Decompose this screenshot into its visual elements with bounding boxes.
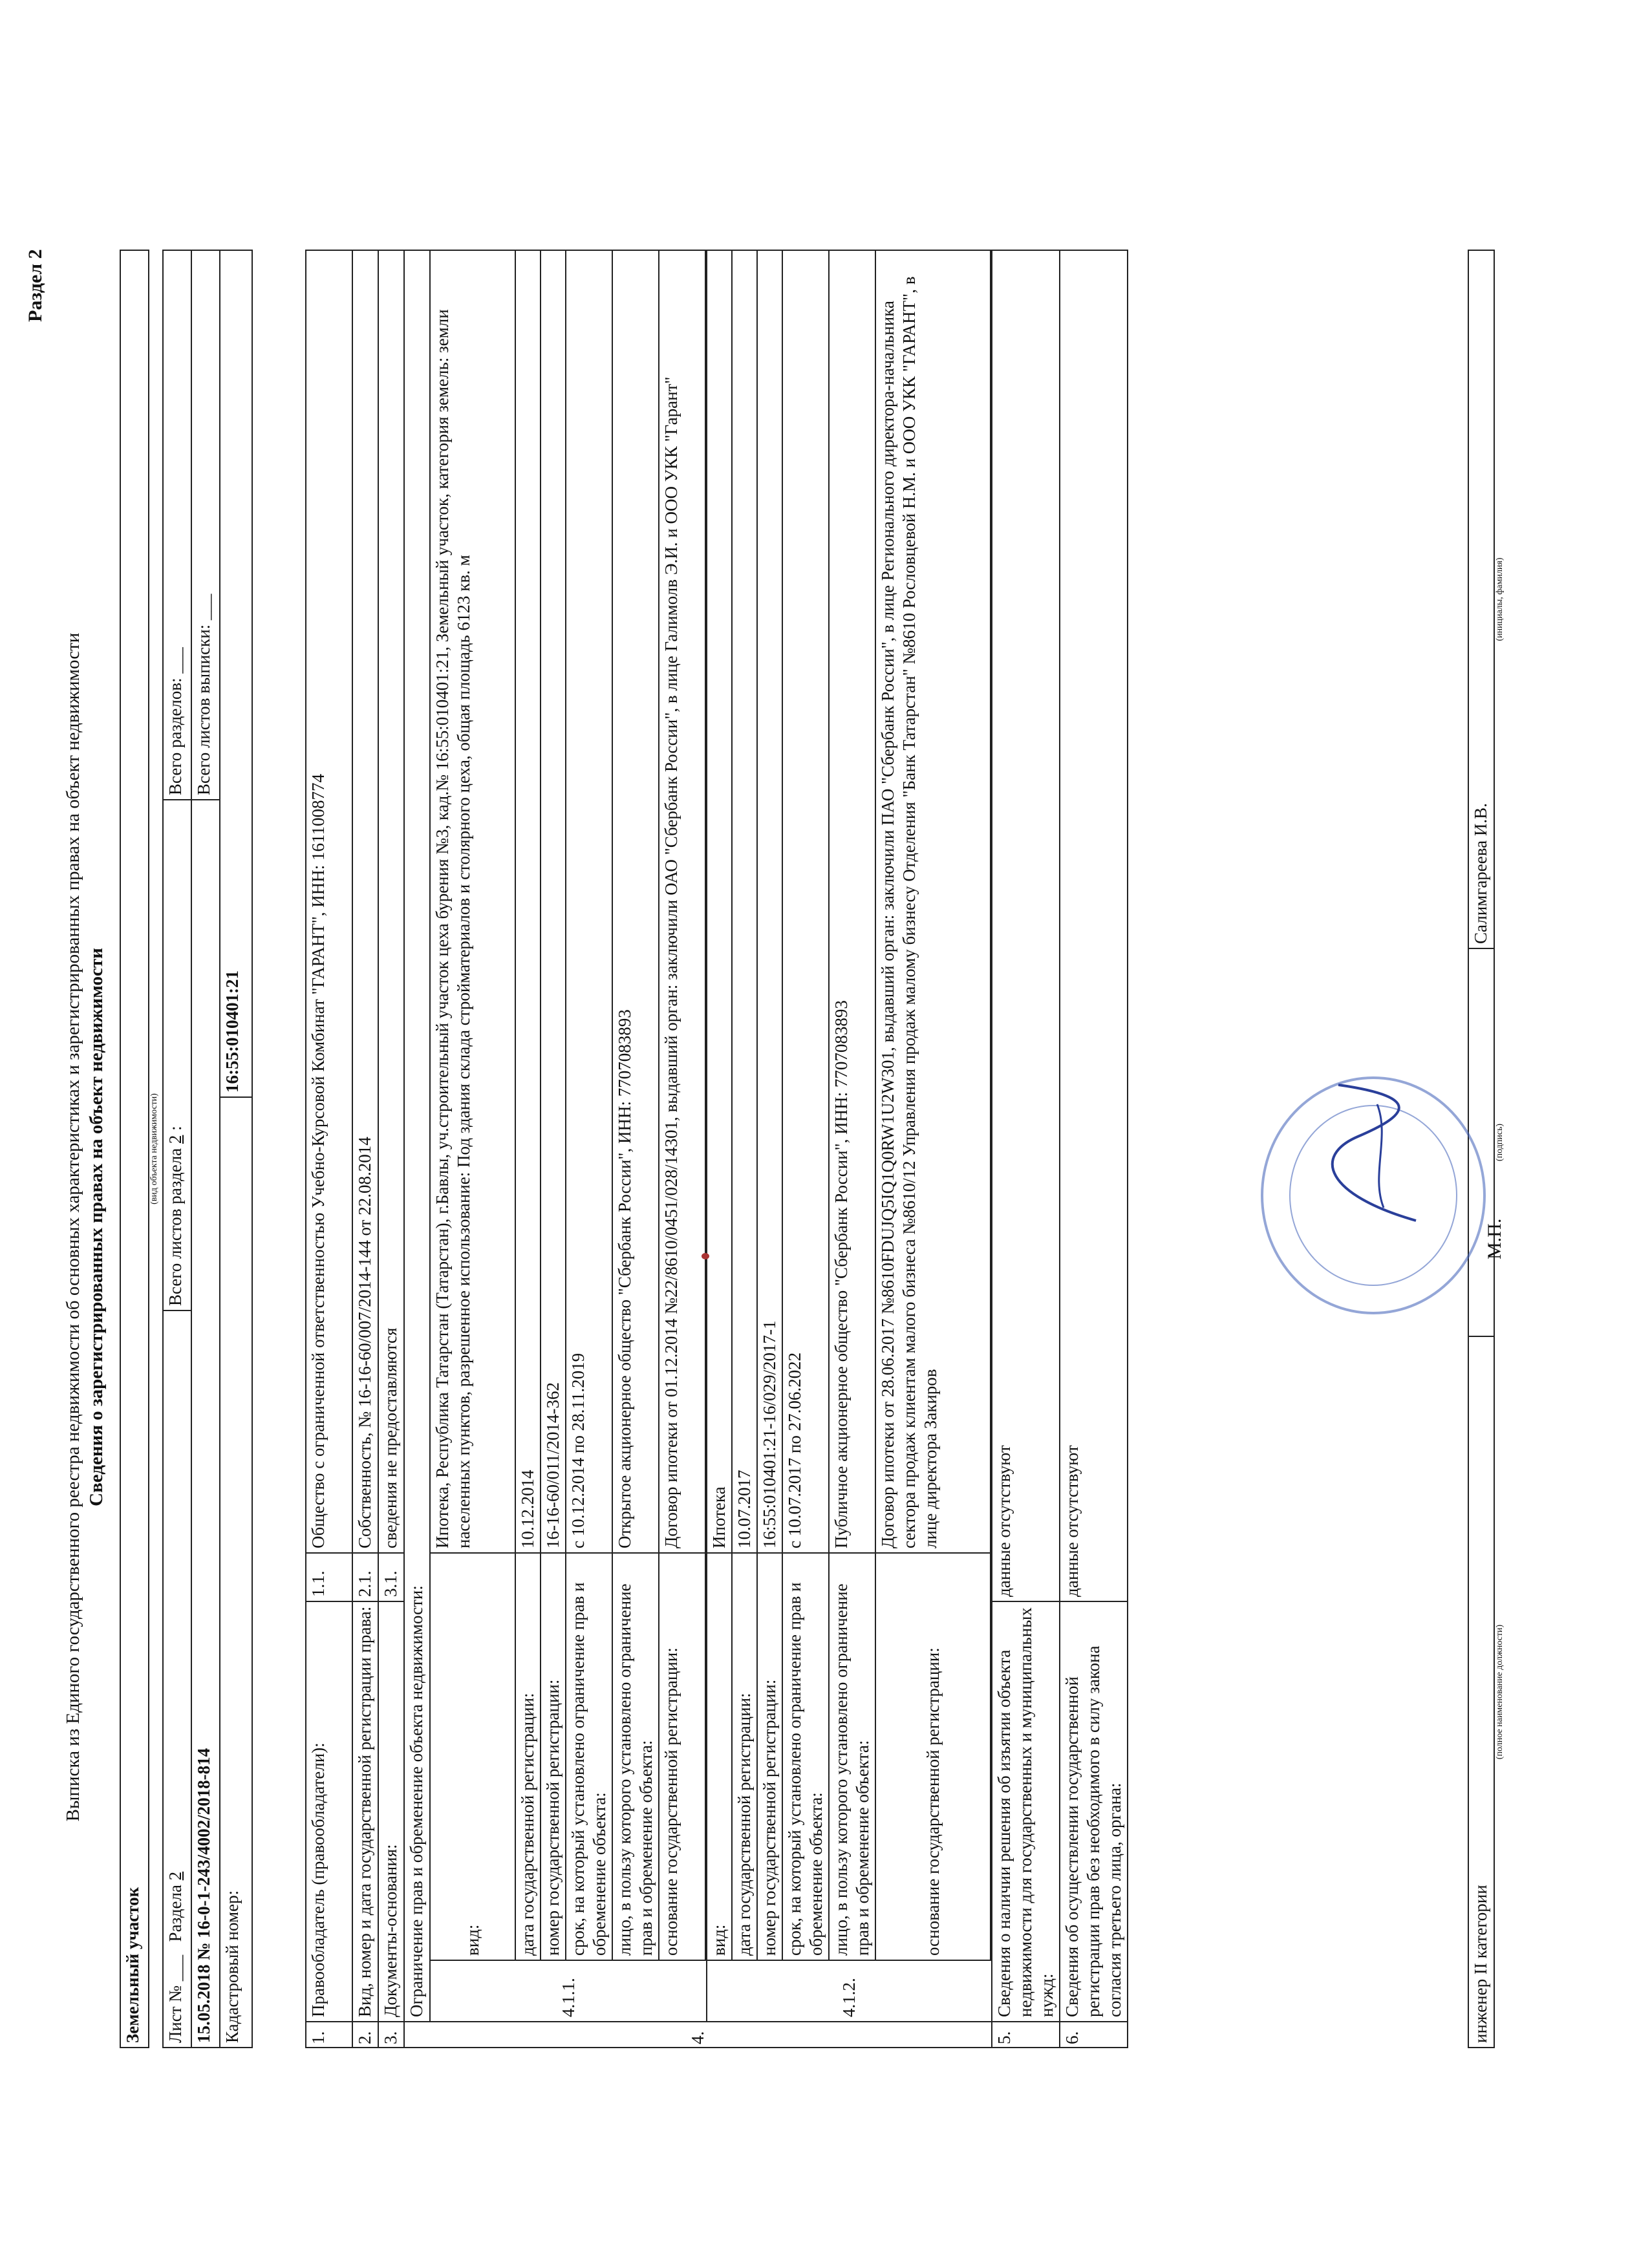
meta-table: [120, 250, 253, 2048]
e1-person-value: Открытое акционерное общество "Сбербанк России", ИНН: 7707083893: [612, 250, 659, 1553]
row1-sub: 1.1.: [306, 1553, 352, 1601]
object-type-caption: (вид объекта недвижимости): [149, 1093, 159, 1204]
row3-value: сведения не предоставляются: [378, 250, 404, 1553]
sheets-in-section-value: 2: [166, 1135, 185, 1144]
extract-date-number: 15.05.2018 № 16-0-1-243/4002/2018-814: [191, 800, 220, 2048]
sheets-in-section: Всего листов раздела 2 :: [163, 800, 191, 1311]
cadastral-number: 16:55:010401:21: [220, 250, 252, 1097]
sheet-info: [163, 1311, 191, 2048]
sections-total: [163, 250, 191, 800]
e1-date-label: дата государственной регистрации:: [515, 1553, 541, 1960]
e2-person-value: Публичное акционерное общество "Сбербанк России", ИНН: 7707083893: [829, 250, 875, 1553]
e2-person-label: лицо, в пользу которого установлено ограничение прав и обременение объекта:: [829, 1553, 875, 1960]
sheets-total: [191, 250, 220, 800]
official-position: инженер II категории: [1468, 1336, 1494, 2048]
sheets-in-section-label: Всего листов раздела: [166, 1148, 185, 1306]
e1-term-value: с 10.12.2014 по 28.11.2019: [566, 250, 612, 1553]
e1-number-label: номер государственной регистрации:: [541, 1553, 566, 1960]
section-value: 2: [166, 1871, 185, 1881]
e2-basis-value: Договор ипотеки от 28.06.2017 №8610FDUJQ5IQ1Q0RW1U2W301, выдавший орган: заключили ПАО "Сбербанк России", в лице Регионального директора-начальника сектора продаж клиентам малого бизнеса №8610/12 Управления продаж малому бизнесу Отделения "Банк Татарстан" №8610 Рословцевой Н.М. и ООО УКК "ГАРАНТ", в лице директора Закиров: [875, 250, 991, 1553]
seal-place-mark: М.П.: [1484, 1218, 1505, 1259]
e2-term-value: с 10.07.2017 по 27.06.2022: [782, 250, 829, 1553]
e1-term-label: срок, на который установлено ограничение прав и обременение объекта:: [566, 1553, 612, 1960]
row5-label: Сведения о наличии решения об изъятии объекта недвижимости для государственных и муниципальных нужд:: [992, 1601, 1060, 2022]
e1-person-label: лицо, в пользу которого установлено ограничение прав и обременение объекта:: [612, 1553, 659, 1960]
e2-number-value: 16:55:010401:21-16/029/2017-1: [757, 250, 782, 1553]
e2-basis-label: основание государственной регистрации:: [875, 1553, 991, 1960]
e1-number-value: 16-16-60/011/2014-362: [541, 250, 566, 1553]
encumbrance1-number: 4.1.1.: [430, 1960, 707, 2022]
row5-number: 5.: [992, 2022, 1060, 2048]
sections-total-value: ___: [166, 647, 185, 674]
e1-basis-value: Договор ипотеки от 01.12.2014 №22/8610/0451/028/14301, выдавший орган: заключили ОАО "Сбербанк России", в лице Галимолв Э.И. и ООО УКК "Гарант": [659, 250, 705, 1553]
ink-dot: [702, 1253, 709, 1259]
e1-basis-label: основание государственной регистрации:: [659, 1553, 705, 1960]
e2-number-label: номер государственной регистрации:: [757, 1553, 782, 1960]
row1-number: 1.: [306, 2022, 352, 2048]
signature-caption: (подпись): [1495, 1123, 1505, 1162]
document-subtitle: Сведения о зарегистрированных правах на объект недвижимости: [86, 948, 107, 1506]
sheet-no-label: Лист №: [166, 1985, 185, 2043]
row1-label: Правообладатель (правообладатели):: [306, 1601, 352, 2022]
encumbrance2-number: 4.1.2.: [707, 1960, 992, 2022]
document-title-block: [61, 264, 108, 2190]
sections-total-label: Всего разделов:: [166, 678, 185, 795]
row2-number: 2.: [352, 2022, 378, 2048]
row3-number: 3.: [378, 2022, 404, 2048]
e2-date-value: 10.07.2017: [732, 250, 757, 1553]
row6-number: 6.: [1060, 2022, 1128, 2048]
name-caption: (инициалы, фамилия): [1495, 557, 1505, 641]
section-heading: Раздел 2: [25, 249, 46, 322]
section-label: Раздела: [166, 1885, 185, 1942]
row4-label: Ограничение прав и обременение объекта недвижимости:: [404, 250, 430, 2022]
sheets-total-label: Всего листов выписки:: [194, 624, 213, 795]
e1-date-value: 10.12.2014: [515, 250, 541, 1553]
row3-sub: 3.1.: [378, 1553, 404, 1601]
position-caption: (полное наименование должности): [1495, 1624, 1505, 1760]
row5-value: данные отсутствуют: [992, 250, 1060, 1601]
row2-label: Вид, номер и дата государственной регистрации права:: [352, 1601, 378, 2022]
row6-label: Сведения об осуществлении государственной регистрации прав без необходимого в силу закона согласия третьего лица, органа:: [1060, 1601, 1128, 2022]
row2-sub: 2.1.: [352, 1553, 378, 1601]
row4-number: 4.: [404, 2022, 992, 2048]
row2-value: Собственность, № 16-16-60/007/2014-144 от 22.08.2014: [352, 250, 378, 1553]
official-name: Салимгареева И.В.: [1468, 250, 1494, 948]
e2-type-value: Ипотека: [707, 250, 732, 1553]
e2-type-label: вид:: [707, 1553, 732, 1960]
rights-table: [305, 250, 1128, 2048]
cadastral-label: Кадастровый номер:: [220, 1097, 252, 2048]
document-title: Выписка из Единого государственного реестра недвижимости об основных характеристиках и зарегистрированных правах на объект недвижимости: [63, 632, 83, 1822]
e1-type-value: Ипотека, Республика Татарстан (Татарстан), г.Бавлы, уч.строительный участок цеха бурения №3, кад.№ 16:55:010401:21, Земельный участок, категория земель: земли населенных пунктов, разрешенное использование: Под здания склада стройматериалов и столярного цеха, общая площадь 6123 кв. м: [430, 250, 515, 1553]
row6-value: данные отсутствуют: [1060, 250, 1128, 1601]
sheet-no-value: ___: [166, 1954, 185, 1982]
sheets-total-value: ___: [194, 594, 213, 621]
e2-term-label: срок, на который установлено ограничение прав и обременение объекта:: [782, 1553, 829, 1960]
e1-type-label: вид:: [430, 1553, 515, 1960]
row3-label: Документы-основания:: [378, 1601, 404, 2022]
e2-date-label: дата государственной регистрации:: [732, 1553, 757, 1960]
handwritten-signature: [1300, 1078, 1442, 1234]
object-type: Земельный участок: [120, 250, 149, 2048]
row1-value: Общество с ограниченной ответственностью Учебно-Курсовой Комбинат "ГАРАНТ", ИНН: 1611008774: [306, 250, 352, 1553]
